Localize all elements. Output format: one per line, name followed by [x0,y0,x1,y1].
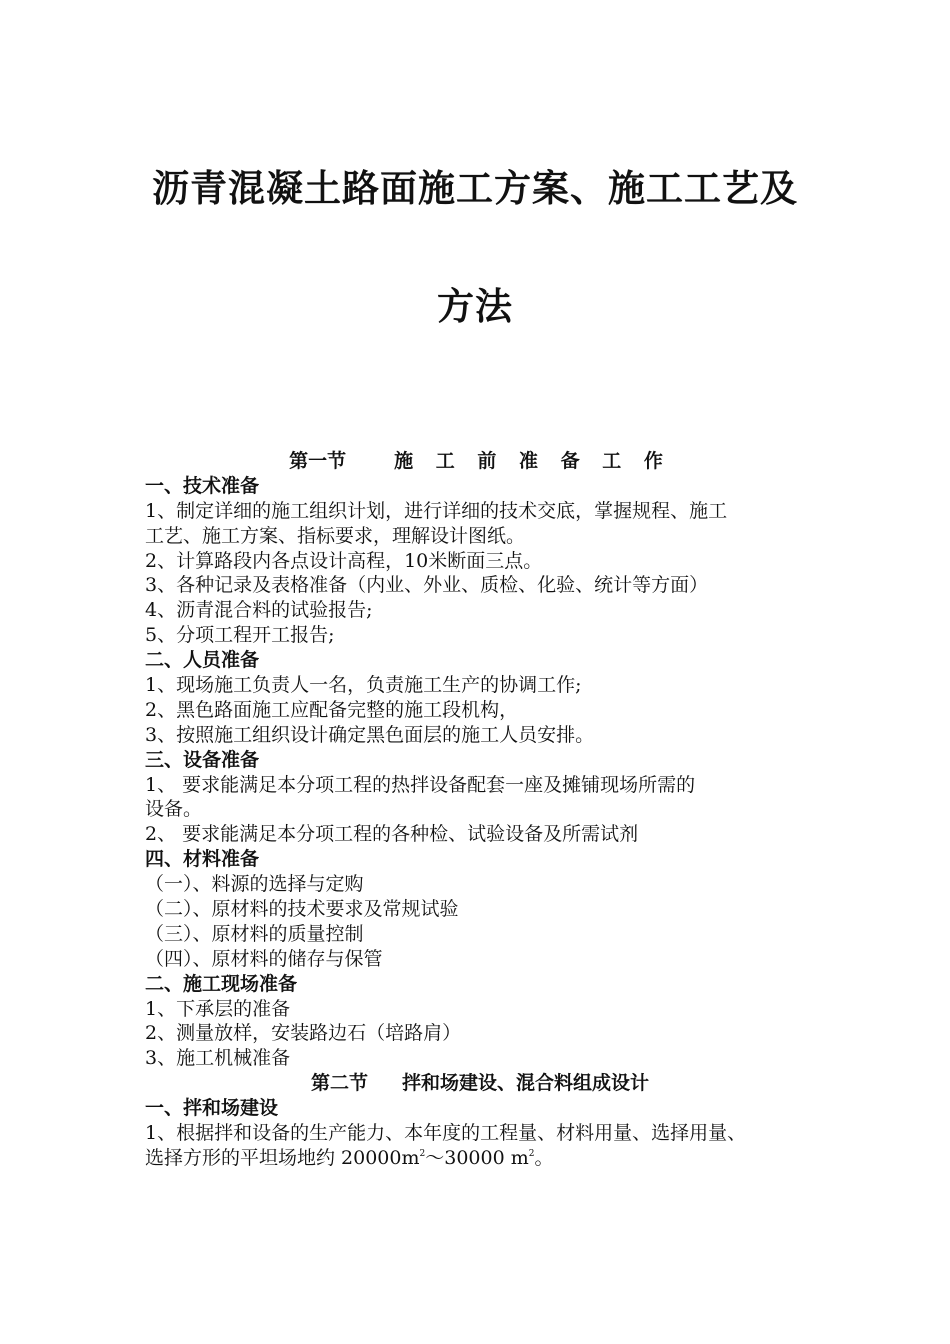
area-text: 。 [534,1146,554,1169]
paragraph-line: 3、按照施工组织设计确定黑色面层的施工人员安排。 [145,723,595,746]
section-heading-2 [145,1071,815,1096]
area-text: 选择方形的平坦场地约 20000m [145,1146,420,1169]
paragraph-line: 3、施工机械准备 [145,1047,291,1070]
section-label: 第一节 [289,450,347,472]
subsection-heading: 二、施工现场准备 [145,972,298,995]
paragraph-line: 工艺、施工方案、指标要求，理解设计图纸。 [145,524,526,547]
subsection-heading: 四、材料准备 [145,848,260,871]
subsection-heading: 二、人员准备 [145,649,260,672]
paragraph-line: 2、测量放样，安装路边石（培路肩） [145,1022,462,1045]
paragraph-line: 2、黑色路面施工应配备完整的施工段机构， [145,698,519,721]
area-text: ～30000 m [425,1146,529,1169]
paragraph-line: 2、 要求能满足本分项工程的各种检、试验设备及所需试剂 [145,823,639,846]
section-heading-1 [145,449,815,474]
document-title-line2: 方法 [437,284,513,328]
section-label: 第二节 [310,1072,368,1095]
paragraph-line: 1、现场施工负责人一名，负责施工生产的协调工作; [145,674,582,697]
section-title: 拌和场建设、混合料组成设计 [402,1072,650,1095]
paragraph-line: 设备。 [145,798,203,821]
superscript: 2 [419,1148,426,1159]
paragraph-line: （四）、原材料的储存与保管 [145,947,383,970]
subsection-heading: 一、拌和场建设 [145,1097,279,1120]
subsection-heading: 三、设备准备 [145,748,260,771]
paragraph-line: 4、沥青混合料的试验报告; [145,599,373,622]
paragraph-line: 1、根据拌和设备的生产能力、本年度的工程量、材料用量、选择用量、 [145,1122,747,1145]
paragraph-line: （三）、原材料的质量控制 [145,922,364,945]
paragraph-line: （二）、原材料的技术要求及常规试验 [145,898,459,921]
paragraph-line: 1、制定详细的施工组织计划，进行详细的技术交底，掌握规程、施工 [145,499,728,522]
paragraph-line: 5、分项工程开工报告; [145,624,335,647]
paragraph-line: 1、下承层的准备 [145,997,291,1020]
superscript: 2 [528,1148,535,1159]
paragraph-line: 3、各种记录及表格准备（内业、外业、质检、化验、统计等方面） [145,574,709,597]
section-title: 施 工 前 准 备 工 作 [394,450,671,472]
paragraph-line: 2、计算路段内各点设计高程，10米断面三点。 [145,549,543,572]
paragraph-line: （一）、料源的选择与定购 [145,873,364,896]
document-body [145,449,815,1171]
paragraph-line: 1、 要求能满足本分项工程的热拌设备配套一座及摊铺现场所需的 [145,773,696,796]
paragraph-line [145,1146,815,1171]
subsection-heading: 一、技术准备 [145,474,260,497]
document-title-line1: 沥青混凝土路面施工方案、施工工艺及 [152,166,798,210]
section-1-content [145,474,815,1071]
